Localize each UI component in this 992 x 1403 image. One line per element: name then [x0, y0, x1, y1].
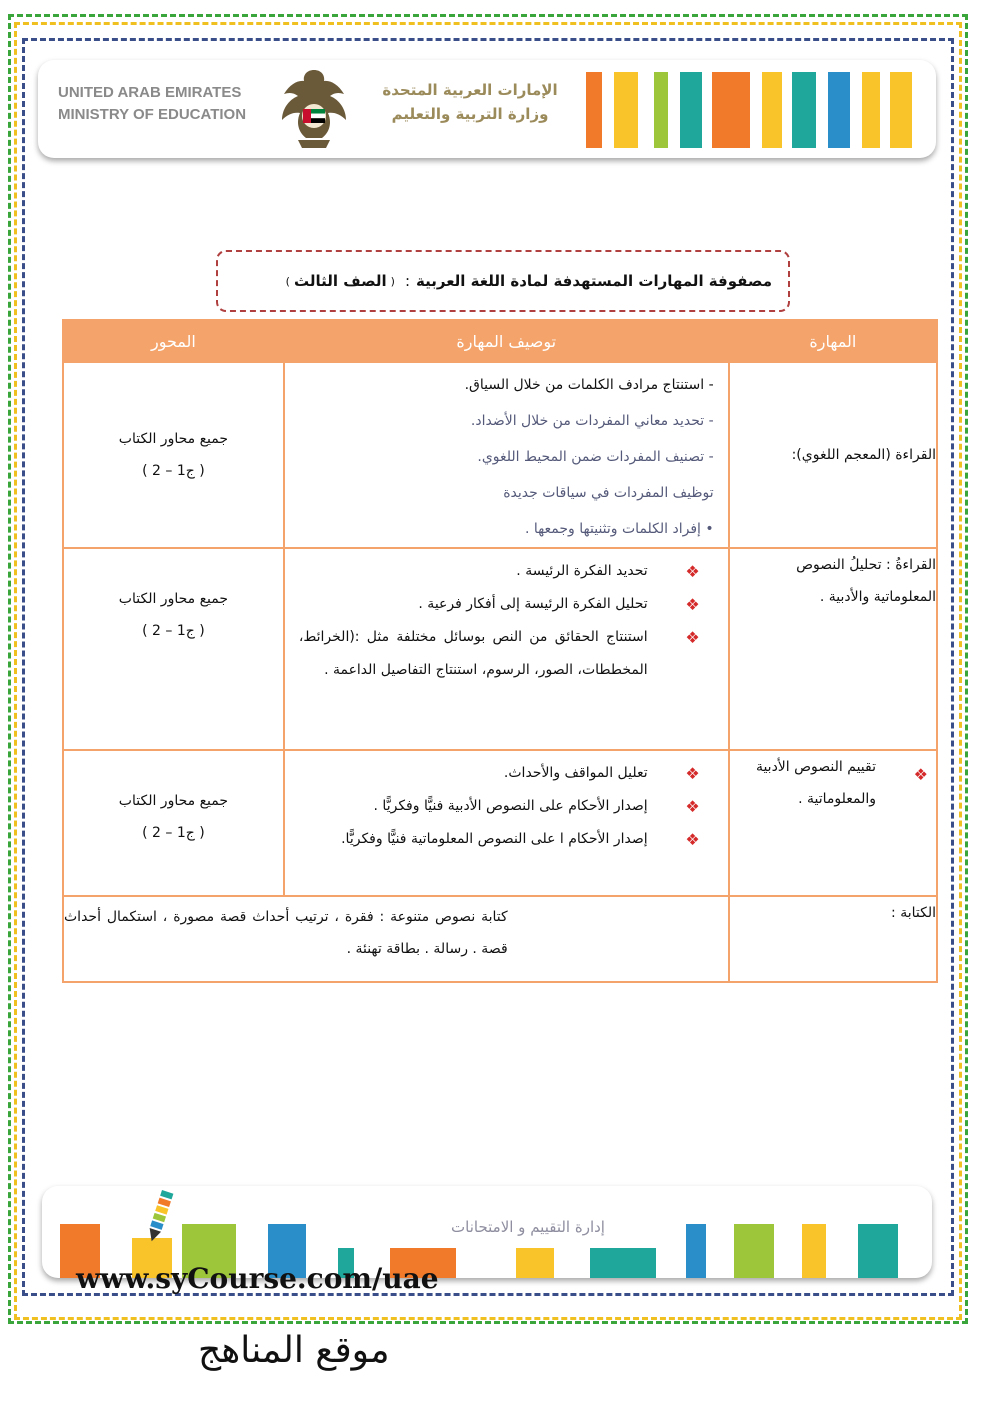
header-bar	[614, 72, 638, 148]
writing-description: كتابة نصوص متنوعة : فقرة ، ترتيب أحداث قصة مصورة ، استكمال أحداث قصة . رسالة . بطاقة تهنئة .	[64, 909, 508, 957]
en-line-1: UNITED ARAB EMIRATES	[58, 84, 242, 101]
description-item: - استنتاج مرادف الكلمات من خلال السياق.	[464, 377, 714, 393]
description-cell	[63, 896, 729, 982]
header-banner	[38, 60, 936, 158]
header-bar	[762, 72, 782, 148]
axis-parts: ( ج1 – 2 )	[142, 463, 205, 479]
header-bar	[586, 72, 602, 148]
axis-text: جميع محاور الكتاب	[118, 793, 229, 809]
title-separator: :	[404, 272, 411, 290]
skills-matrix-table	[62, 319, 938, 983]
footer-bar	[516, 1248, 554, 1278]
skill-cell: القراءة (المعجم اللغوي):	[729, 362, 937, 548]
description-cell	[284, 548, 729, 750]
pencil-icon	[146, 1190, 173, 1243]
document-title-box	[216, 250, 790, 312]
header-bar	[712, 72, 750, 148]
ar-line-2: وزارة التربية والتعليم	[391, 105, 549, 123]
skill-cell	[729, 750, 937, 896]
title-open-paren: (	[390, 274, 395, 288]
uae-emblem-icon	[276, 66, 352, 152]
table-row	[63, 362, 937, 548]
header-bar	[828, 72, 850, 148]
header-bar	[680, 72, 702, 148]
document-title: مصفوفة المهارات المستهدفة لمادة اللغة العربية	[416, 272, 772, 290]
axis-cell	[63, 548, 284, 750]
ministry-english-name	[58, 82, 246, 126]
description-item: ❖ تحليل الفكرة الرئيسة إلى أفكار فرعية .	[299, 588, 728, 621]
ministry-arabic-name	[364, 78, 576, 126]
table-row	[63, 548, 937, 750]
footer-bar	[734, 1224, 774, 1278]
site-name-text: موقع المناهج	[198, 1330, 390, 1371]
header-color-bars	[576, 70, 936, 150]
description-item: ❖ إصدار الأحكام ا على النصوص المعلوماتية فنيًّا وفكريًّا.	[299, 823, 728, 856]
en-line-2: MINISTRY OF EDUCATION	[58, 106, 247, 123]
axis-parts: ( ج1 – 2 )	[142, 623, 205, 639]
grade-label: الصف الثالث	[293, 272, 387, 290]
skill-cell: القراءةُ : تحليلُ النصوص المعلوماتية والأدبية .	[729, 548, 937, 750]
header-bar	[792, 72, 816, 148]
footer-bar	[590, 1248, 656, 1278]
axis-text: جميع محاور الكتاب	[118, 431, 229, 447]
description-item: ❖ استنتاج الحقائق من النص بوسائل مختلفة مثل :(الخرائط، المخططات، الصور، الرسوم، استنتاج التفاصيل الداعمة .	[299, 621, 728, 687]
table-header-row	[63, 320, 937, 362]
description-cell	[284, 362, 729, 548]
star-bullet-icon: ❖	[913, 765, 928, 784]
axis-cell	[63, 362, 284, 548]
axis-cell	[63, 750, 284, 896]
description-item: - تحديد معاني المفردات من خلال الأضداد.	[470, 413, 714, 429]
footer-bar	[858, 1224, 898, 1278]
header-axis: المحور	[63, 320, 284, 362]
header-bar	[654, 72, 668, 148]
table-row	[63, 750, 937, 896]
description-item: • إفراد الكلمات وتثنيتها وجمعها .	[524, 521, 714, 537]
description-item: ❖ تعليل المواقف والأحداث.	[299, 757, 728, 790]
footer-bar	[686, 1224, 706, 1278]
footer-department-label: إدارة التقييم و الامتحانات	[451, 1218, 605, 1236]
header-bar	[862, 72, 880, 148]
description-item: - تصنيف المفردات ضمن المحيط اللغوي.	[477, 449, 714, 465]
description-item: ❖ تحديد الفكرة الرئيسة .	[299, 555, 728, 588]
title-close-paren: )	[285, 274, 290, 288]
header-bar	[890, 72, 912, 148]
axis-parts: ( ج1 – 2 )	[142, 825, 205, 841]
table-row	[63, 896, 937, 982]
site-url-link[interactable]: www.syCourse.com/uae	[76, 1262, 439, 1295]
description-cell	[284, 750, 729, 896]
skill-cell: الكتابة :	[729, 896, 937, 982]
skill-text: تقييم النصوص الأدبية والمعلوماتية .	[755, 759, 876, 807]
description-item: توظيف المفردات في سياقات جديدة	[503, 485, 714, 501]
footer-bar	[802, 1224, 826, 1278]
description-item: ❖ إصدار الأحكام على النصوص الأدبية فنيًّا وفكريًّا .	[299, 790, 728, 823]
ar-line-1: الإمارات العربية المتحدة	[382, 81, 558, 99]
axis-text: جميع محاور الكتاب	[118, 591, 229, 607]
header-description: توصيف المهارة	[284, 320, 729, 362]
header-skill: المهارة	[729, 320, 937, 362]
